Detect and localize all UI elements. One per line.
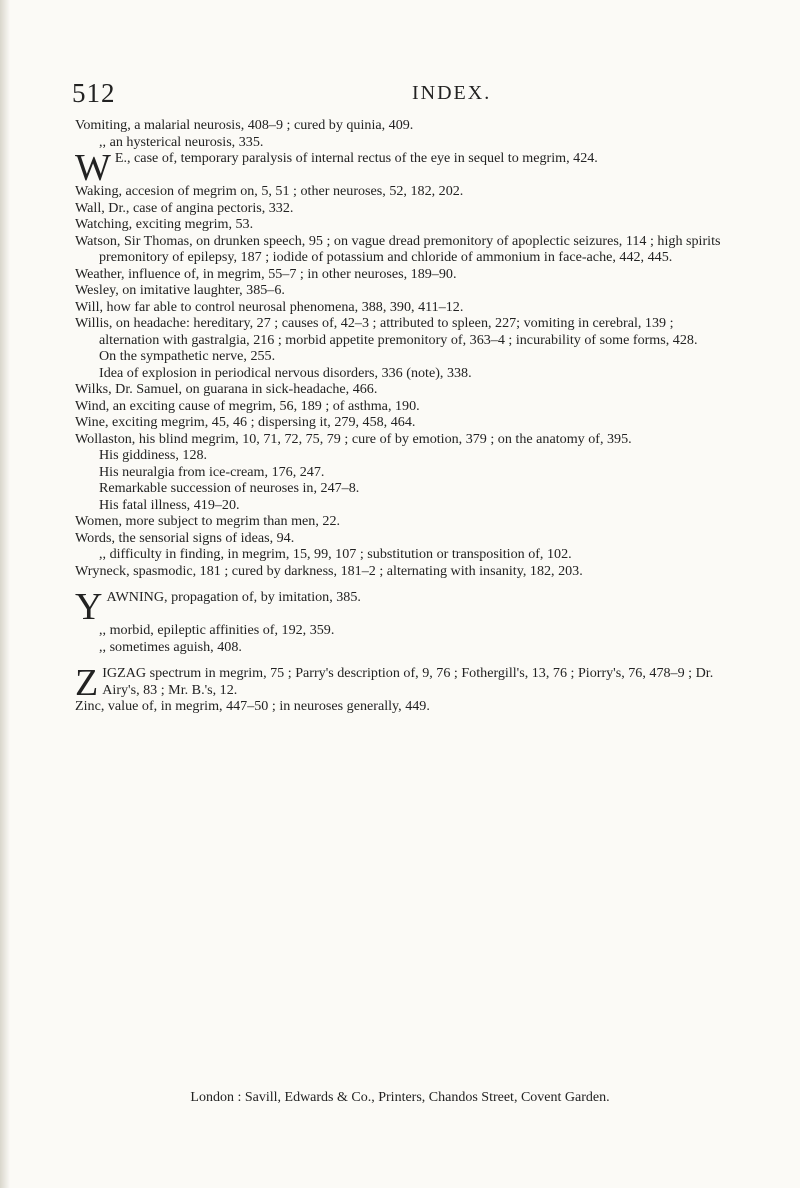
drop-cap-letter: W [75,150,111,183]
page-spine-shadow [0,0,10,1188]
page-header [72,78,732,108]
index-entry: Weather, influence of, in megrim, 55–7 ; in other neuroses, 189–90. [75,265,457,282]
index-entry: Wilks, Dr. Samuel, on guarana in sick-headache, 466. [75,381,378,397]
index-continuation: His fatal illness, 419–20. [99,496,240,513]
index-entry-dropcap [75,589,732,622]
index-entry: Wind, an exciting cause of megrim, 56, 189 ; of asthma, 190. [75,397,420,414]
index-subentry: ,, difficulty in finding, in megrim, 15, 99, 107 ; substitution or transposition of, 102. [99,546,572,562]
index-subentry: ,, an hysterical neurosis, 335. [99,133,264,150]
printer-imprint: London : Savill, Edwards & Co., Printers, Chandos Street, Covent Garden. [190,1090,610,1105]
drop-cap-letter: Z [75,665,99,698]
index-entry: Vomiting, a malarial neurosis, 408–9 ; cured by quinia, 409. [75,117,414,133]
index-subentry: ,, morbid, epileptic affinities of, 192, 359. [99,622,335,638]
index-entry: Watching, exciting megrim, 53. [75,216,254,232]
index-entry: Zinc, value of, in megrim, 447–50 ; in neuroses generally, 449. [75,698,430,714]
index-entry-dropcap [75,150,732,183]
index-entry: Will, how far able to control neurosal phenomena, 388, 390, 411–12. [75,298,464,315]
index-entry: Words, the sensorial signs of ideas, 94. [75,529,295,546]
entry-text: IGZAG spectrum in megrim, 75 ; Parry's description of, 9, 76 ; Fothergill's, 13, 76 ; Piorry's, 76, 478–9 ; Dr. Airy's, 83 ; Mr. B.'s, 12. [102,665,714,698]
index-continuation: Idea of explosion in periodical nervous disorders, 336 (note), 338. [99,364,472,381]
index-entry: Wall, Dr., case of angina pectoris, 332. [75,199,294,216]
section-gap [75,579,732,589]
index-continuation: On the sympathetic nerve, 255. [99,348,276,364]
index-entry: Wollaston, his blind megrim, 10, 71, 72, 75, 79 ; cure of by emotion, 379 ; on the anatomy of, 395. [75,430,632,447]
index-entry: Wine, exciting megrim, 45, 46 ; dispersing it, 279, 458, 464. [75,414,416,430]
section-gap [75,655,732,665]
index-subentry: ,, sometimes aguish, 408. [99,638,242,655]
index-entry: Women, more subject to megrim than men, 22. [75,513,341,529]
index-continuation: His neuralgia from ice-cream, 176, 247. [99,463,325,480]
index-entry: Willis, on headache: hereditary, 27 ; causes of, 42–3 ; attributed to spleen, 227; vomiting in cerebral, 139 ; alternation with gastralgia, 216 ; morbid appetite premonitory of, 363–4 ; incurability of some forms, 428. [75,315,698,348]
page-number: 512 [72,78,116,108]
index-entry-dropcap [75,665,732,698]
entry-text: AWNING, propagation of, by imitation, 385. [106,589,361,605]
drop-cap-letter: Y [75,589,103,622]
index-entry: Waking, accesion of megrim on, 5, 51 ; other neuroses, 52, 182, 202. [75,183,464,199]
index-entries [75,117,732,715]
index-continuation: His giddiness, 128. [99,447,208,463]
index-entry: Wryneck, spasmodic, 181 ; cured by darkness, 181–2 ; alternating with insanity, 182, 203. [75,562,583,579]
entry-text: E., case of, temporary paralysis of internal rectus of the eye in sequel to megrim, 424. [114,150,598,166]
index-entry: Watson, Sir Thomas, on drunken speech, 95 ; on vague dread premonitory of apoplectic seizures, 114 ; high spirits premonitory of epilepsy, 187 ; iodide of potassium and chloride of ammonium in face-ache, 442, 445. [75,232,721,265]
index-continuation: Remarkable succession of neuroses in, 247–8. [99,480,360,496]
index-entry: Wesley, on imitative laughter, 385–6. [75,282,285,298]
running-head: INDEX. [412,82,492,104]
